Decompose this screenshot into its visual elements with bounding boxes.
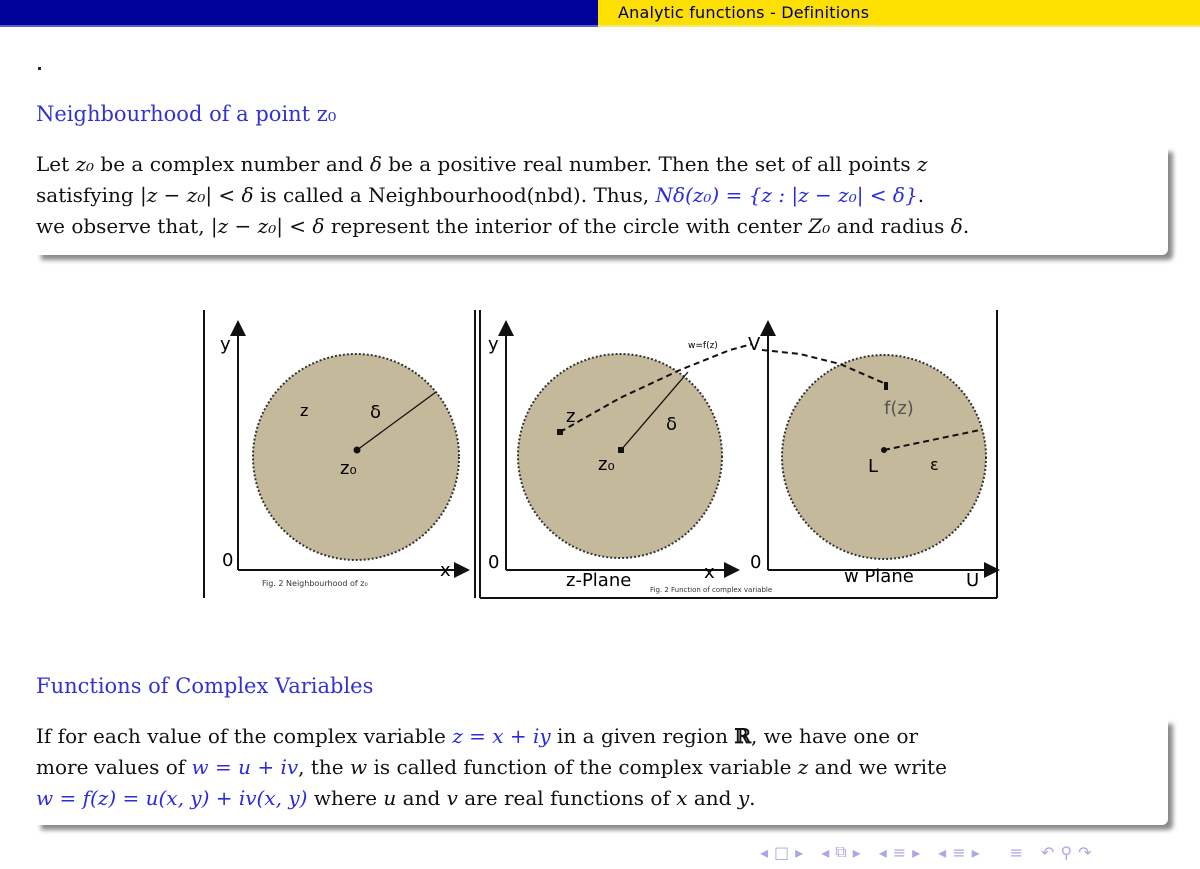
- radius-label: δ: [370, 402, 382, 423]
- math: z = x + iy: [452, 724, 551, 748]
- text: be a complex number and: [94, 152, 370, 176]
- point-label: z: [566, 406, 576, 427]
- math: u: [383, 786, 397, 810]
- radius-label: δ: [666, 414, 678, 435]
- math: w = u + iv: [191, 755, 299, 779]
- nav-doc-icon[interactable]: ≡: [952, 842, 966, 862]
- text-line: [36, 783, 1168, 814]
- plane-label: w Plane: [844, 566, 914, 587]
- text: and radius: [830, 214, 951, 238]
- text: , we have one or: [751, 724, 919, 748]
- text: are real functions of: [457, 786, 677, 810]
- block-body-functions: [34, 717, 1168, 825]
- x-axis-label: U: [966, 570, 980, 591]
- text: and: [687, 786, 738, 810]
- text: .: [962, 214, 970, 238]
- neighbourhood-figure: [200, 308, 1000, 602]
- navigation-bar: [760, 840, 1098, 864]
- plane-label: z-Plane: [566, 570, 632, 591]
- center-label: L: [868, 456, 879, 477]
- text: If for each value of the complex variable: [36, 724, 453, 748]
- nbd-formula: Nδ(z₀) = {z : |z − z₀| < δ}: [655, 183, 918, 207]
- text: we observe that,: [36, 214, 211, 238]
- nav-prev-doc-icon[interactable]: ◂: [938, 842, 947, 862]
- origin-label: 0: [750, 552, 762, 573]
- nav-next-section-icon[interactable]: ▸: [912, 842, 921, 862]
- block-title-functions: Functions of Complex Variables: [36, 674, 374, 698]
- nav-forward-icon[interactable]: ↷: [1078, 842, 1092, 862]
- x-axis-label: x: [704, 562, 715, 583]
- math: v: [446, 786, 458, 810]
- text: and we write: [808, 755, 947, 779]
- block-title-neighbourhood: Neighbourhood of a point z₀: [36, 102, 337, 126]
- mapping-label: w=f(z): [688, 341, 718, 351]
- text: and: [396, 786, 447, 810]
- nav-toc-icon[interactable]: ≡: [1009, 842, 1024, 862]
- point-label: z: [300, 401, 309, 420]
- math: x: [676, 786, 688, 810]
- nav-section-icon[interactable]: ≡: [892, 842, 907, 862]
- nav-prev-frame-icon[interactable]: ◂: [760, 842, 769, 862]
- text: where: [307, 786, 384, 810]
- text: is called function of the complex variable: [367, 755, 798, 779]
- text-line: [36, 752, 1168, 783]
- headline-bar: [0, 0, 1200, 27]
- math: y: [737, 786, 750, 810]
- math: ℝ: [734, 724, 752, 748]
- text-line: [36, 721, 1168, 752]
- text: , the: [298, 755, 350, 779]
- bullet-dot: [38, 67, 41, 70]
- text: satisfying: [36, 183, 141, 207]
- text: Let: [36, 152, 76, 176]
- nav-next-subsection-icon[interactable]: ▸: [852, 842, 861, 862]
- nav-frame-icon[interactable]: □: [774, 842, 790, 862]
- section-title: Analytic functions - Definitions: [598, 0, 1200, 27]
- math: w: [350, 755, 368, 779]
- text: .: [917, 183, 925, 207]
- figure-caption: Fig. 2 Function of complex variable: [650, 586, 773, 594]
- origin-label: 0: [222, 550, 234, 571]
- nav-back-icon[interactable]: ↶: [1041, 842, 1055, 862]
- block-body-neighbourhood: [34, 145, 1168, 255]
- point-label: f(z): [884, 398, 914, 419]
- math: δ: [950, 214, 963, 238]
- nav-next-frame-icon[interactable]: ▸: [795, 842, 804, 862]
- nav-search-icon[interactable]: ⚲: [1060, 842, 1073, 862]
- y-axis-label: V: [748, 334, 761, 355]
- y-axis-label: y: [220, 334, 231, 355]
- math: z: [797, 755, 809, 779]
- radius-label: ε: [930, 455, 939, 474]
- text-line: [36, 149, 1168, 180]
- text: represent the interior of the circle with center: [324, 214, 809, 238]
- function-formula: w = f(z) = u(x, y) + iv(x, y): [36, 786, 308, 810]
- math: δ: [369, 152, 382, 176]
- text-line: [36, 211, 1168, 242]
- nav-prev-section-icon[interactable]: ◂: [878, 842, 887, 862]
- origin-label: 0: [488, 552, 500, 573]
- math: |z − z₀| < δ: [140, 183, 254, 207]
- math: z: [917, 152, 928, 176]
- nav-next-doc-icon[interactable]: ▸: [971, 842, 980, 862]
- headline-left-bar: [0, 0, 598, 27]
- center-label: z₀: [340, 458, 357, 479]
- center-label: z₀: [598, 454, 615, 475]
- text: in a given region: [550, 724, 735, 748]
- text-line: [36, 180, 1168, 211]
- text: .: [749, 786, 756, 810]
- y-axis-label: y: [488, 334, 499, 355]
- nav-prev-subsection-icon[interactable]: ◂: [821, 842, 830, 862]
- math: |z − z₀| < δ: [210, 214, 325, 238]
- text: is called a Neighbourhood(nbd). Thus,: [253, 183, 656, 207]
- text: more values of: [36, 755, 192, 779]
- math: Z₀: [808, 214, 831, 238]
- figure-caption: Fig. 2 Neighbourhood of z₀: [262, 579, 368, 588]
- x-axis-label: x: [440, 560, 451, 581]
- nav-subsection-icon[interactable]: ⧉: [835, 842, 847, 861]
- figure-panel-neighbourhood: [204, 310, 466, 598]
- text: be a positive real number. Then the set of all points: [381, 152, 918, 176]
- math: z₀: [75, 152, 95, 176]
- figure-panel-w-plane: [748, 324, 996, 591]
